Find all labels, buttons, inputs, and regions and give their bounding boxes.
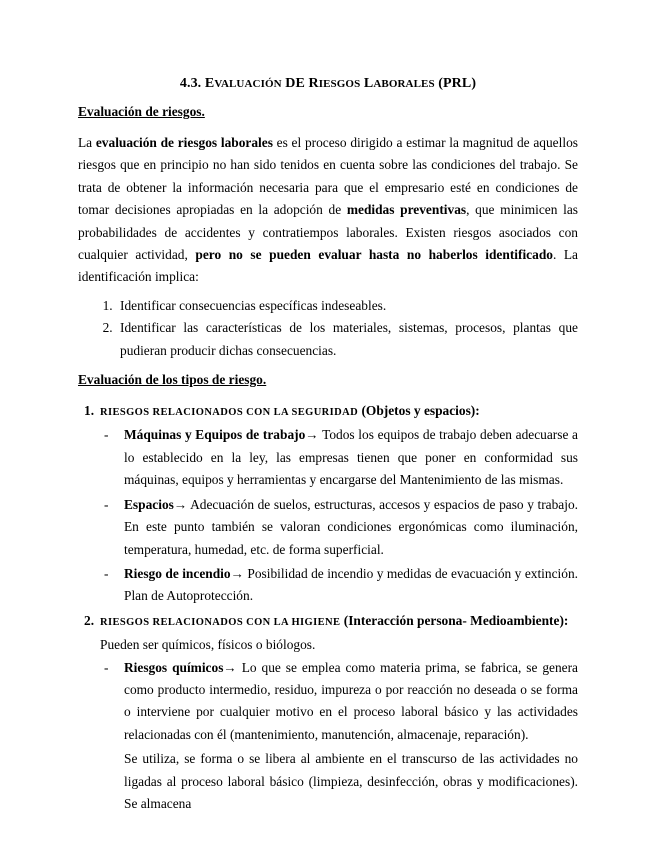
section-heading-evaluacion: Evaluación de riesgos. [78,104,205,119]
dash-bullet: - [104,659,109,675]
document-content [78,76,578,815]
section-higiene [78,610,578,657]
dash-bullet: - [104,565,109,581]
dash-bullet: - [104,427,109,443]
continuation-paragraph: Se utiliza, se forma o se libera al ambiente en el transcurso de las actividades no ligadas al proceso laboral básico (limpieza, desinfección, obras y modificaciones). Se almacena [124,751,578,811]
list-item: 1. Identificar consecuencias específicas indeseables. [116,295,578,317]
list-item: 2. Identificar las características de los materiales, sistemas, procesos, plantas que pudieran producir dichas consecuencias. [116,317,578,362]
section-seguridad [78,400,578,424]
section-heading-tipos: Evaluación de los tipos de riesgo. [78,372,267,388]
list-item: - Máquinas y Equipos de trabajo→ Todos los equipos de trabajo deben adecuarse a lo establecido en la ley, las empresas tienen que poner en conformidad sus máquinas, equipos y herramientas y encargarse del Mantenimiento de las mismas. [78,424,578,491]
section-number: 1. [84,403,95,419]
list-item: - Espacios→ Adecuación de suelos, estructuras, accesos y espacios de paso y trabajo. En este punto también se valoran condiciones ergonómicas como iluminación, temperatura, humedad, etc. de forma superficial. [78,494,578,561]
dash-bullet: - [104,496,109,512]
section-title: RIESGOS RELACIONADOS CON LA SEGURIDAD (Objetos y espacios): [100,403,480,419]
section-number: 2. [84,612,95,628]
section-intro: Pueden ser químicos, físicos o biólogos. [100,637,316,653]
list-item: - Riesgo de incendio→ Posibilidad de incendio y medidas de evacuación y extinción. Plan de Autoprotección. [78,563,578,608]
identification-list [78,295,578,362]
intro-paragraph: La evaluación de riesgos laborales es el proceso dirigido a estimar la magnitud de aquellos riesgos que en principio no han sido tenidos en cuenta sobre las condiciones del trabajo. Se trata de obtener la información necesaria para que el empresario esté en condiciones de tomar decisiones apropiadas en la adopción de medidas preventivas, que minimicen las probabilidades de accidentes y contratiempos laborales. Existen riesgos asociados con cualquier actividad, pero no se pueden evaluar hasta no haberlos identificado. La identificación implica: [78,135,578,285]
section-title: RIESGOS RELACIONADOS CON LA HIGIENE (Interacción persona- Medioambiente): [100,612,569,628]
page-title: 4.3. EVALUACIÓN DE RIESGOS LABORALES (PRL) [179,76,477,91]
list-item: - Riesgos químicos→ Lo que se emplea como materia prima, se fabrica, se genera como producto intermedio, residuo, impureza o por reacción no deseada o se forma o interviene por cualquier motivo en el proceso laboral básico y las actividades relacionadas con él (mantenimiento, manutención, almacenaje, reparación). [78,657,578,747]
